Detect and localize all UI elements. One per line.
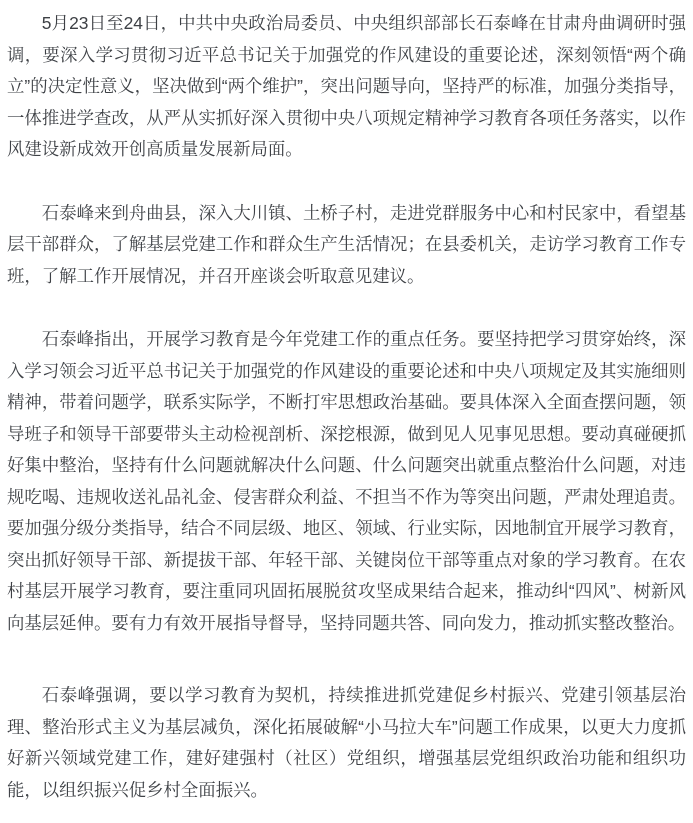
paragraph-intro: 5月23日至24日，中共中央政治局委员、中央组织部部长石泰峰在甘肃舟曲调研时强调，要深入学习贯彻习近平总书记关于加强党的作风建设的重要论述，深刻领悟“两个确立”的决定性意义，坚决做到“两个维护”，突出问题导向，坚持严的标准，加强分类指导，一体推进学查改，从严从实抓好深入贯彻中央八项规定精神学习教育各项任务落实，以作风建设新成效开创高质量发展新局面。 — [7, 13, 686, 159]
paragraph-remarks: 石泰峰指出，开展学习教育是今年党建工作的重点任务。要坚持把学习贯穿始终，深入学习领会习近平总书记关于加强党的作风建设的重要论述和中央八项规定及其实施细则精神，带着问题学，联系实际学，不断打牢思想政治基础。要具体深入全面查摆问题，领导班子和领导干部要带头主动检视剖析、深挖根源，做到见人见事见思想。要动真碰硬抓好集中整治，坚持有什么问题就解决什么问题、什么问题突出就重点整治什么问题，对违规吃喝、违规收送礼品礼金、侵害群众利益、不担当不作为等突出问题，严肃处理追责。要加强分级分类指导，结合不同层级、地区、领域、行业实际，因地制宜开展学习教育，突出抓好领导干部、新提拔干部、年轻干部、关键岗位干部等重点对象的学习教育。在农村基层开展学习教育，要注重同巩固拓展脱贫攻坚成果结合起来，推动纠“四风”、树新风向基层延伸。要有力有效开展指导督导，坚持同题共答、同向发力，推动抓实整改整治。 — [7, 329, 686, 633]
paragraph-conclusion: 石泰峰强调，要以学习教育为契机，持续推进抓党建促乡村振兴、党建引领基层治理、整治形式主义为基层减负，深化拓展破解“小马拉大车”问题工作成果，以更大力度抓好新兴领域党建工作，建好建强村（社区）党组织，增强基层党组织政治功能和组织功能，以组织振兴促乡村全面振兴。 — [7, 685, 686, 800]
paragraph-visit: 石泰峰来到舟曲县，深入大川镇、土桥子村，走进党群服务中心和村民家中，看望基层干部群众，了解基层党建工作和群众生产生活情况；在县委机关，走访学习教育工作专班，了解工作开展情况，并召开座谈会听取意见建议。 — [7, 202, 686, 286]
